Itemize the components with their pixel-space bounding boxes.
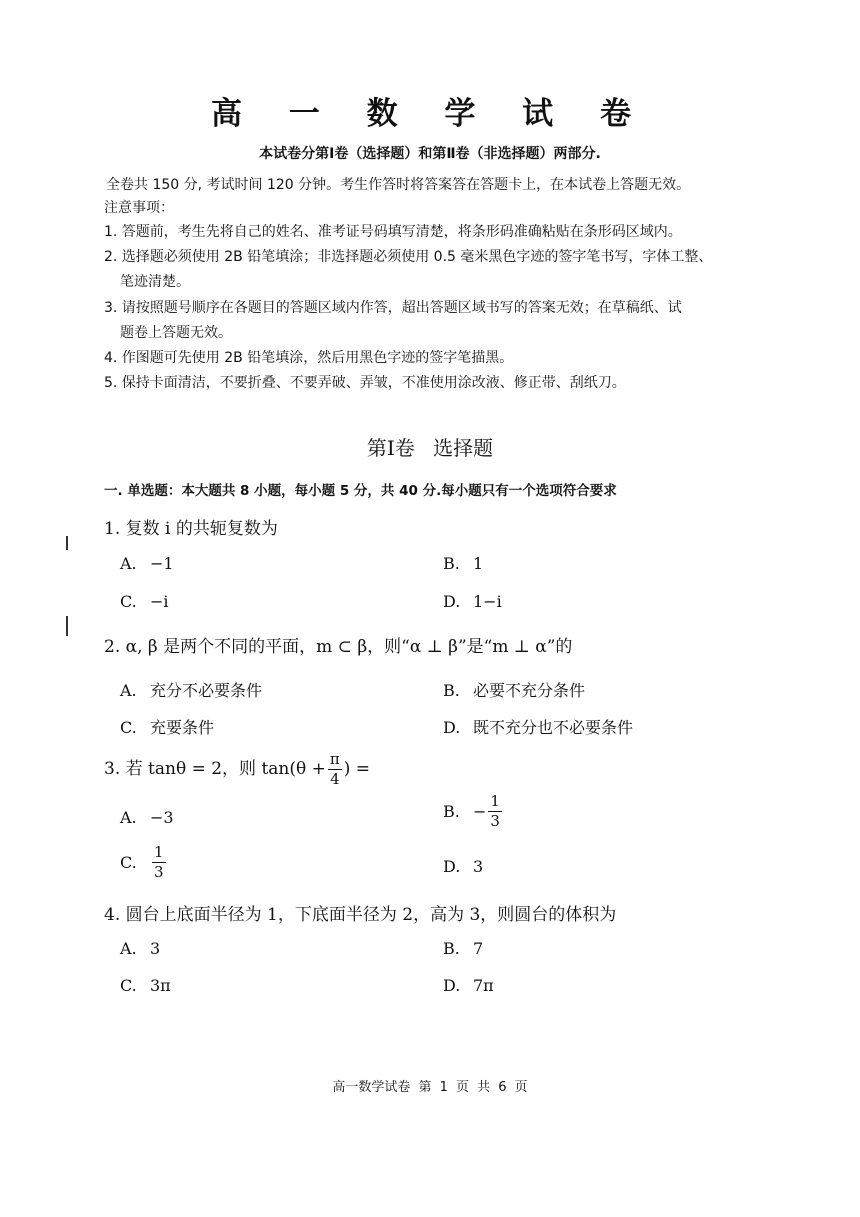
- notice-item-continuation: 笔迹清楚。: [120, 274, 190, 290]
- option-label: C.: [120, 718, 137, 737]
- question-2-stem: [104, 632, 572, 657]
- notice-item: 3. 请按照题号顺序在各题目的答题区域内作答，超出答题区域书写的答案无效；在草稿纸、试: [104, 300, 682, 316]
- question-3-stem: [104, 752, 370, 787]
- fraction: [152, 845, 166, 880]
- question-number: 4.: [104, 905, 121, 925]
- fraction-numerator: 1: [154, 843, 164, 861]
- option-label: B.: [443, 939, 460, 958]
- option-text: 3π: [150, 976, 171, 995]
- notice-item: 1. 答题前，考生先将自己的姓名、准考证号码填写清楚，将条形码准确粘贴在条形码区域内。: [104, 224, 682, 240]
- question-1-option-c: [120, 592, 169, 611]
- part-heading: 一. 单选题：本大题共 8 小题，每小题 5 分，共 40 分.每小题只有一个选项符合要求: [104, 483, 617, 499]
- question-number: 2.: [104, 637, 121, 657]
- exam-structure-note: 本试卷分第Ⅰ卷（选择题）和第Ⅱ卷（非选择题）两部分.: [259, 146, 601, 162]
- option-text: 3: [150, 939, 161, 958]
- question-3-option-a: [120, 808, 174, 827]
- question-2-option-c: [120, 715, 214, 738]
- question-number: 1.: [104, 519, 121, 539]
- option-text: 既不充分也不必要条件: [473, 718, 634, 737]
- option-label: C.: [120, 976, 137, 995]
- fraction-numerator: 1: [490, 792, 500, 810]
- notice-item-continuation: 题卷上答题无效。: [120, 325, 232, 341]
- fraction-sign: −: [473, 802, 487, 821]
- question-text: 复数 i 的共轭复数为: [125, 519, 278, 539]
- fraction-denominator: 4: [330, 770, 340, 788]
- option-text: 必要不充分条件: [473, 681, 586, 700]
- exam-intro: 全卷共 150 分, 考试时间 120 分钟。考生作答时将答案答在答题卡上，在本试卷上答题无效。: [106, 177, 691, 193]
- question-4-option-a: [120, 939, 160, 958]
- scan-edge-mark: [66, 616, 68, 636]
- fraction: [328, 752, 342, 787]
- fraction-denominator: 3: [490, 812, 500, 830]
- question-4-option-b: [443, 939, 483, 958]
- question-2-option-b: [443, 678, 585, 701]
- option-label: C.: [120, 592, 137, 611]
- notice-heading: 注意事项：: [104, 200, 174, 216]
- question-text-prefix: 若 tanθ = 2，则 tan(θ +: [125, 759, 326, 779]
- question-number: 3.: [104, 759, 121, 779]
- page-footer: 高一数学试卷 第 1 页 共 6 页: [332, 1080, 528, 1095]
- option-text: −3: [150, 808, 174, 827]
- question-3-option-d: [443, 857, 483, 876]
- option-text: 1: [473, 554, 484, 573]
- option-text: −i: [150, 592, 169, 611]
- option-label: B.: [443, 554, 460, 573]
- option-text: 3: [473, 857, 484, 876]
- fraction: [488, 794, 502, 829]
- option-text: 7π: [473, 976, 494, 995]
- question-1-stem: [104, 514, 278, 539]
- question-3-option-b: [443, 794, 504, 829]
- notice-item: 2. 选择题必须使用 2B 铅笔填涂；非选择题必须使用 0.5 毫米黑色字迹的签字笔书写，字体工整、: [104, 249, 713, 265]
- section-title: 第Ⅰ卷 选择题: [366, 436, 494, 460]
- question-2-option-a: [120, 678, 262, 701]
- option-text: 充要条件: [150, 718, 215, 737]
- question-1-option-d: [443, 592, 502, 611]
- notice-item: 5. 保持卡面清洁，不要折叠、不要弄破、弄皱，不准使用涂改液、修正带、刮纸刀。: [104, 375, 626, 391]
- page-title: 高 一 数 学 试 卷: [211, 96, 649, 132]
- option-label: D.: [443, 592, 461, 611]
- option-label: B.: [443, 802, 460, 821]
- question-3-option-c: [120, 845, 168, 880]
- option-text: 7: [473, 939, 484, 958]
- question-1-option-b: [443, 554, 483, 573]
- fraction-numerator: π: [329, 750, 340, 768]
- option-text: −1: [150, 554, 174, 573]
- option-label: B.: [443, 681, 460, 700]
- fraction-denominator: 3: [154, 863, 164, 881]
- question-4-option-c: [120, 976, 171, 995]
- option-text: 充分不必要条件: [150, 681, 263, 700]
- question-1-option-a: [120, 554, 174, 573]
- question-text-suffix: ) =: [343, 759, 371, 779]
- question-4-option-d: [443, 976, 494, 995]
- option-label: A.: [120, 939, 137, 958]
- option-label: D.: [443, 976, 461, 995]
- notice-item: 4. 作图题可先使用 2B 铅笔填涂，然后用黑色字迹的签字笔描黑。: [104, 350, 514, 366]
- option-label: C.: [120, 853, 137, 872]
- option-label: A.: [120, 554, 137, 573]
- option-label: D.: [443, 718, 461, 737]
- option-label: A.: [120, 808, 137, 827]
- question-2-option-d: [443, 715, 633, 738]
- question-4-stem: [104, 900, 616, 925]
- question-text: α, β 是两个不同的平面，m ⊂ β，则“α ⊥ β”是“m ⊥ α”的: [125, 637, 573, 657]
- option-label: A.: [120, 681, 137, 700]
- scan-edge-mark: [66, 536, 68, 550]
- option-label: D.: [443, 857, 461, 876]
- option-text: 1−i: [473, 592, 502, 611]
- question-text: 圆台上底面半径为 1，下底面半径为 2，高为 3，则圆台的体积为: [125, 905, 617, 925]
